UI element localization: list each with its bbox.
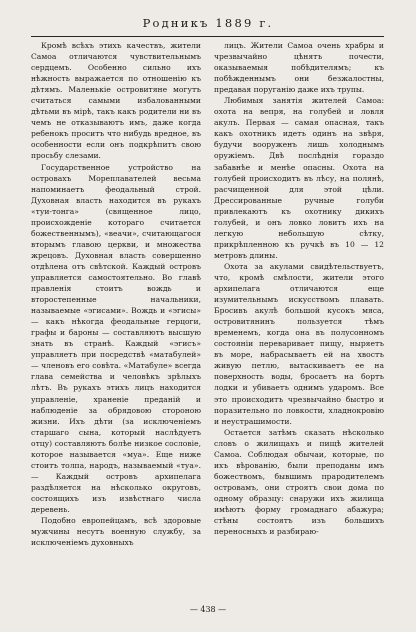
paragraph: Подобно европейцамъ, всѣ здоровые мужчины несутъ военную службу, за исключеніемъ духовныхъ	[31, 516, 201, 548]
running-header: Родникъ 1889 г.	[142, 16, 274, 30]
left-column	[31, 40, 201, 600]
right-column	[214, 40, 384, 600]
paragraph: Охота за акулами свидѣтельствуетъ, что, кромѣ смѣлости, жители этого архипелага отличаются еще изумительнымъ искусствомъ плавать. Бросивъ акулѣ большой кусокъ мяса, островитянинъ пользуется тѣмъ временемъ, когда она въ полусонномъ состояніи переваривает пищу, ныряетъ въ море, набрасываетъ ей на хвостъ живую петлю, вытаскиваетъ ее на поверхность воды, бросаетъ на бортъ лодки и убиваетъ однимъ ударомъ. Все это происходитъ чрезвычайно быстро и поразительно по ловкости, хладнокровію и неустрашимости.	[214, 261, 384, 426]
paragraph: Любимыя занятія жителей Самоа: охота на вепря, на голубей и ловля акулъ. Первая — самая опасная, такъ какъ охотникъ идетъ одинъ на звѣря, будучи вооруженъ лишь холоднымъ оружіемъ. Двѣ послѣднія гораздо забавнѣе и менѣе опасны. Охота на голубей происходитъ въ лѣсу, на полянѣ, расчищенной для этой цѣли. Дрессированные ручные голуби привлекаютъ къ охотнику дикихъ голубей, и онъ ловко ловитъ ихъ на легкую небольшую сѣтку, прикрѣпленною къ ручкѣ въ 10 — 12 метровъ длины.	[214, 96, 384, 260]
paragraph: Кромѣ всѣхъ этихъ качествъ, жители Самоа отличаются чувствительнымъ сердцемъ. Особенно сильно ихъ нѣжность выражается по отношенію къ дѣтямъ. Маленькіе островитяне могутъ считаться самыми избалованными дѣтьми въ мірѣ, такъ какъ родители ни въ чемъ не отказываютъ имъ, даже когда ребенокъ проситъ что нибудь вредное, въ особенности если онъ подкрѣпитъ свою просьбу слезами.	[31, 41, 201, 161]
header-rule	[31, 36, 384, 37]
paragraph: лицъ. Жители Самоа очень храбры и чрезвычайно цѣнятъ почести, оказываемыя побѣдителямъ; къ побѣжденнымъ они безжалостны, предавая поруганію даже ихъ трупы.	[214, 41, 384, 95]
paragraph: Государственное устройство на островахъ Мореплавателей весьма напоминаетъ феодальный строй. Духовная власть находится въ рукахъ «туи-тонга» (священное лицо, происхожденіе котораго считается божественнымъ), «веачи», считающагося вторымъ главою церкви, и множества жрецовъ. Духовная власть совершенно отдѣлена отъ свѣтской. Каждый островъ управляется самостоятельно. Во главѣ правленія стоитъ вождь и второстепенные начальники, называемые «эгисами». Вождь и «эгисы» — какъ нѣкогда феодальные герцоги, графы и бароны — составляютъ высшую знать въ странѣ. Каждый «эгисъ» управляетъ при посредствѣ «матабулей» — членовъ его совѣта. «Матабуле» всегда глава семейства и человѣкъ зрѣлыхъ лѣтъ. Въ рукахъ этихъ лицъ находится управленіе, храненіе преданій и наблюденіе за обрядовою стороною жизни. Ихъ дѣти (за исключеніемъ старшаго сына, который наслѣдуетъ отцу) составляютъ болѣе низкое сословіе, которое называется «муа». Еще ниже стоитъ толпа, народъ, называемый «туа». — Каждый островъ архипелага раздѣляется на нѣсколько округовъ, состоящихъ изъ извѣстнаго числа деревень.	[31, 162, 201, 514]
paragraph: Остается затѣмъ сказать нѣсколько словъ о жилищахъ и пищѣ жителей Самоа. Соблюдая обычаи, которые, по ихъ вѣрованію, были преподаны имъ божествомъ, бывшимъ прародителемъ островамъ, они строятъ свои дома по одному образцу: снаружи ихъ жилища имѣютъ форму громаднаго абажура; стѣны состоятъ изъ большихъ переносныхъ и разбираю-	[214, 427, 384, 537]
page-number: — 438 —	[189, 605, 227, 614]
